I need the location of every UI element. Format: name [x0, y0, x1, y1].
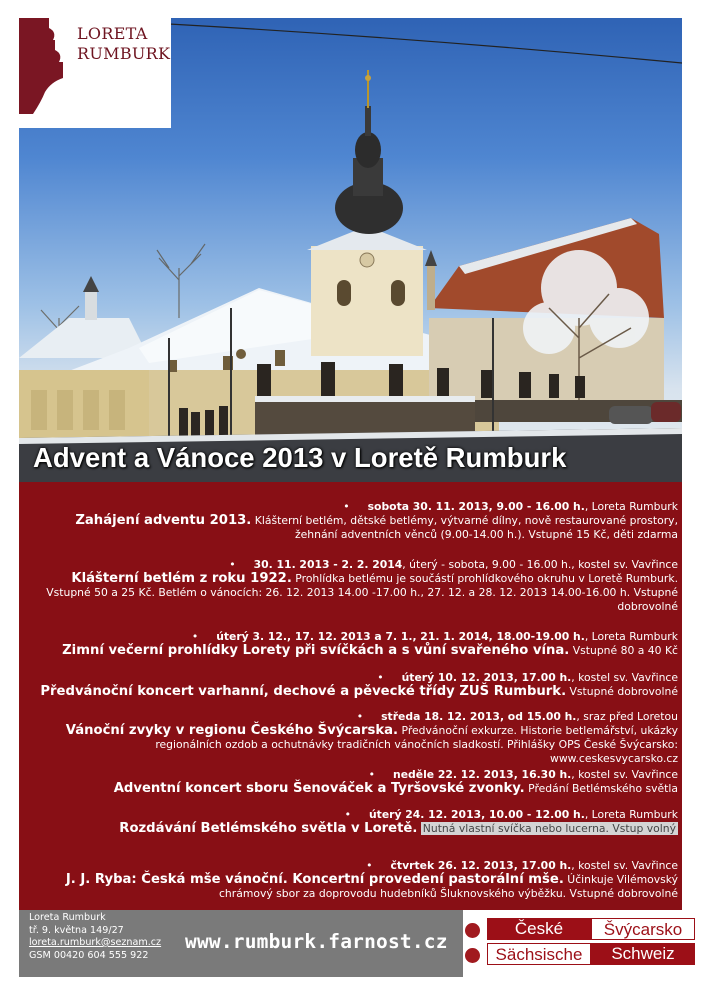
event-place: , kostel sv. Vavřince	[571, 768, 678, 781]
event-date: úterý 3. 12., 17. 12. 2013 a 7. 1., 21. 1. 2014, 18.00-19.00 h.	[216, 630, 585, 643]
event-item	[35, 859, 678, 901]
poster	[19, 18, 682, 977]
event-place: , sraz před Loretou	[576, 710, 678, 723]
event-date: čtvrtek 26. 12. 2013, 17.00 h.	[390, 859, 572, 872]
contact-block	[29, 912, 161, 962]
event-description	[35, 514, 678, 542]
event-date-line	[35, 768, 678, 782]
event-description	[35, 873, 678, 901]
event-title: J. J. Ryba: Česká mše vánoční. Koncertní provedení pastorální mše.	[65, 872, 564, 887]
contact-name: Loreta Rumburk	[29, 912, 106, 923]
website-link[interactable]: www.rumburk.farnost.cz	[185, 930, 448, 953]
event-title: Klášterní betlém z roku 1922.	[71, 571, 292, 586]
bullet-icon: •	[368, 768, 376, 781]
contact-address: tř. 9. května 149/27	[29, 924, 124, 936]
event-place: , Loreta Rumburk	[584, 808, 678, 821]
event-date: sobota 30. 11. 2013, 9.00 - 16.00 h.	[367, 500, 585, 513]
bullet-icon: •	[356, 710, 364, 723]
event-title: Vánoční zvyky v regionu Českého Švýcarska.	[65, 723, 399, 738]
event-date-line	[35, 630, 678, 644]
event-date-line	[35, 558, 678, 572]
event-text: Předvánoční exkurze. Historie betlemářství, ukázky regionálních ozdob a ochutnávky tradičních vánočních sladkostí. Přihlášky OPS České Švýcarsko: www.ceskesvycarsko.cz	[155, 724, 678, 765]
partner-tl: České	[487, 918, 591, 940]
partner-tr: Švýcarsko	[591, 918, 695, 940]
event-note: Nutná vlastní svíčka nebo lucerna. Vstup volný	[422, 822, 676, 835]
logo-line2: RUMBURK	[77, 44, 171, 63]
logo-dot-icon	[465, 923, 480, 938]
event-text: Klášterní betlém, dětské betlémy, výtvarné dílny, nově restaurované prostory, žehnání adventních věnců (9.00-14.00 h.). Vstupné 15 Kč, děti zdarma	[251, 514, 678, 541]
event-place: , úterý - sobota, 9.00 - 16.00 h., kostel sv. Vavřince	[402, 558, 678, 571]
event-description	[35, 644, 678, 658]
partner-br: Schweiz	[591, 943, 695, 965]
event-title: Zahájení adventu 2013.	[75, 513, 252, 528]
event-description	[35, 724, 678, 766]
partner-bl: Sächsische	[487, 943, 591, 965]
event-place: , Loreta Rumburk	[584, 500, 678, 513]
logo-text	[77, 24, 170, 64]
event-description	[35, 572, 678, 614]
event-place: , kostel sv. Vavřince	[571, 859, 678, 872]
bullet-icon: •	[344, 808, 351, 821]
event-text: Vstupné 80 a 40 Kč	[569, 644, 678, 657]
event-text: Vstupné dobrovolné	[566, 685, 678, 698]
event-title: Zimní večerní prohlídky Lorety při svíčkách a s vůní svařeného vína.	[62, 643, 570, 658]
event-item	[35, 768, 678, 796]
event-date: 30. 11. 2013 - 2. 2. 2014	[253, 558, 403, 571]
event-item	[35, 500, 678, 542]
event-date: středa 18. 12. 2013, od 15.00 h.	[381, 710, 577, 723]
ceske-svycarsko-logo	[463, 910, 682, 977]
contact-phone: GSM 00420 604 555 922	[29, 949, 149, 961]
page-title: Advent a Vánoce 2013 v Loretě Rumburk	[33, 442, 567, 473]
event-text: Prohlídka betlému je součástí prohlídkového okruhu v Loretě Rumburk. Vstupné 50 a 25 Kč. Betlém o vánocích: 26. 12. 2013 14.00 -17.00 h., 27. 12. a 28. 12. 2013 14.00-16.00 h. Vstupné dobrovolné	[46, 572, 678, 613]
event-item	[35, 710, 678, 766]
event-item	[35, 671, 678, 699]
event-place: , Loreta Rumburk	[584, 630, 678, 643]
event-text: Účinkuje Vilémovský chrámový sbor za doprovodu hudebníků Šluknovského výběžku. Vstupné dobrovolné	[219, 873, 678, 900]
bullet-icon: •	[191, 630, 199, 643]
event-date-line	[35, 500, 678, 514]
event-date-line	[35, 859, 678, 873]
bullet-icon: •	[377, 671, 384, 684]
footer-contact-panel	[19, 910, 463, 977]
event-date: úterý 24. 12. 2013, 10.00 - 12.00 h.	[368, 808, 585, 821]
event-title: Předvánoční koncert varhanní, dechové a pěvecké třídy ZUŠ Rumburk.	[40, 684, 567, 699]
logo-line1: LORETA	[77, 24, 148, 43]
event-item	[35, 558, 678, 614]
bullet-icon: •	[229, 558, 236, 571]
event-description	[35, 822, 678, 836]
event-description	[35, 685, 678, 699]
contact-email-link[interactable]: loreta.rumburk@seznam.cz	[29, 937, 162, 948]
event-title: Rozdávání Betlémského světla v Loretě.	[119, 821, 418, 836]
program-list	[19, 482, 682, 910]
event-date: neděle 22. 12. 2013, 16.30 h.	[393, 768, 572, 781]
event-date-line	[35, 808, 678, 822]
bullet-icon: •	[343, 500, 350, 513]
bullet-icon: •	[366, 859, 373, 872]
event-item	[35, 808, 678, 836]
event-date-line	[35, 671, 678, 685]
loreta-logo	[19, 18, 171, 128]
church-photo	[19, 18, 682, 482]
event-title: Adventní koncert sboru Šenováček a Tyršovské zvonky.	[113, 781, 525, 796]
event-date: úterý 10. 12. 2013, 17.00 h.	[401, 671, 572, 684]
event-item	[35, 630, 678, 658]
event-date-line	[35, 710, 678, 724]
event-text: Předání Betlémského světla	[524, 782, 678, 795]
logo-dot-icon	[465, 948, 480, 963]
event-description	[35, 782, 678, 796]
loreta-tower-icon	[19, 18, 65, 114]
event-place: , kostel sv. Vavřince	[571, 671, 678, 684]
